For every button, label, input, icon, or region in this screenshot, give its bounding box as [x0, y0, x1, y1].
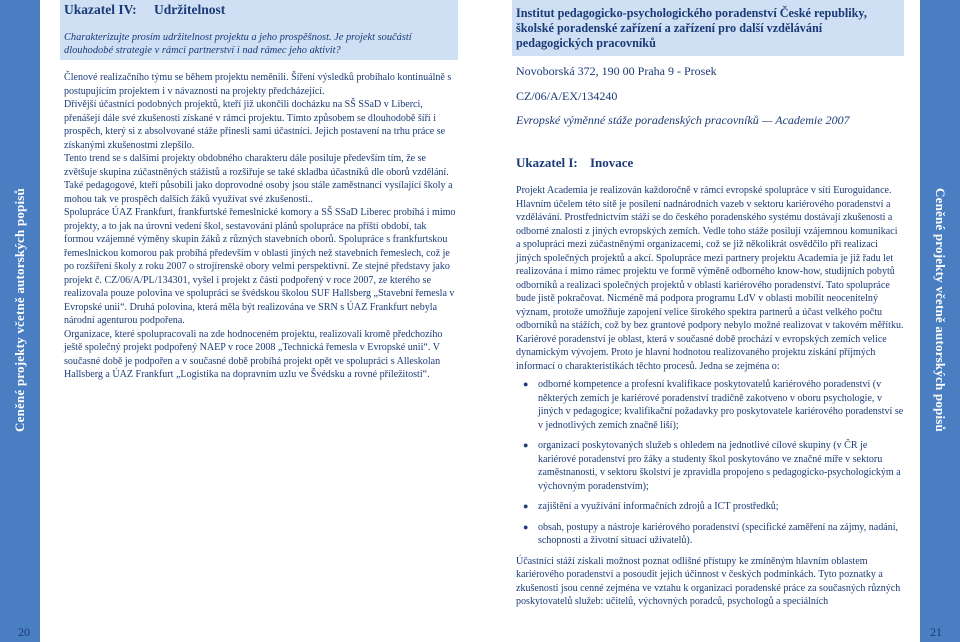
bullet-icon: ●	[523, 440, 529, 450]
left-sidebar	[0, 0, 40, 642]
right-paragraph-3: Účastníci stáží získali možnost poznat odlišné přístupy ke zmíněným hlavním oblastem kariérového poradenství a posoudit jejich účinnost v českých podmínkách. Tyto poznatky a zkušenosti jsou cenné zejména ve vztahu k organizaci poradenské práce za současných různých poskytovatelů služeb: učitelů, výchovných poradců, psychologů a speciálních	[516, 555, 901, 607]
list-item: ● organizaci poskytovaných služeb s ohledem na jednotlivé cílové skupiny (v ČR je kariérové poradenství pro žáky a studenty škol poskytováno ve značné míře v sektoru zaměstnanosti, v sektoru školství je zpravidla propojeno s pedagogicko-psychologickým a výchovným poradenstvím);	[523, 440, 901, 492]
right-indicator-name: Inovace	[590, 155, 634, 170]
bullet-list	[516, 378, 904, 548]
right-page-number: 21	[930, 625, 942, 639]
left-paragraph: Organizace, které spolupracovali na zde hodnoceném projektu, realizovali kromě předchozího ještě společný projekt podpořený NAEP v roce 2008 „Technická řemesla v Evropské unii“. V současné době je podpořen a v současné době probíhá projekt opět ve spolupráci s Alleskolan Hallsberg a ÚAZ Frankfurt „Logistika na dopravním uzlu ve Švédsku a rovné příležitosti“.	[64, 328, 443, 380]
list-item: ● obsah, postupy a nástroje kariérového poradenství (specifické zaměření na zájmy, nadání, schopnosti a životní situaci uživatelů).	[523, 521, 899, 546]
left-paragraph: Spolupráce ÚAZ Frankfurt, frankfurtské řemeslnické komory a SŠ SSaD Liberec probíhá i mimo projekty, a to jak na úrovni vedení škol, sestavování plánů spolupráce na příští období, tak formou vzájemné výměny skupin žáků z různých stavebních oborů. Spolupráce s frankfurtskou řemeslnickou komorou pak probíhá především v oblasti jiných než stavebních řemeslech, což je po rozšíření školy z roku 2007 o strojírenské obory velmi perspektivní. Ze stejné představy jako projekt č. CZ/06/A/PL/134301, vyšel i projekt z části podpořený v roce 2007, ze kterého se realizovala pouze polovina ve spolupráci se švédskou školou SUF Hallsberg „Stavební řemesla v Evropské unii“. Druhá polovina, která měla být realizována ve SRN s ÚAZ Frankfurt nebyla národní agenturou podpořena.	[64, 207, 456, 326]
right-sidebar-text: Ceněné projekty včetně autorských popisů	[933, 188, 948, 432]
right-paragraph-2: Kariérové poradenství je oblast, která v současné době prochází v evropských zemích velice dynamickým vývojem. Proto je hlavní hodnotou realizovaného projektu získání příjmých informací o charakteristikách těchto procesů. Jedna se zejména o:	[516, 333, 887, 372]
left-indicator-label: Ukazatel IV:	[64, 2, 137, 17]
right-indicator-label: Ukazatel I:	[516, 155, 578, 170]
bullet-icon: ●	[523, 501, 529, 511]
left-paragraph: Dřívější účastníci podobných projektů, kteří již ukončili docházku na SŠ SSaD v Liberci, přenášejí dále své zkušenosti získané v rámci projektu. Tímto způsobem se dlouhodobě šíří i prospěch, který si z absolvované stáže přinesli sami účastníci. Jejich postavení na trhu práce se získanými zkušenostmi zlepšilo.	[64, 99, 446, 151]
left-indicator-header	[60, 0, 458, 60]
institution-name: Institut pedagogicko-psychologického poradenství České republiky, školské poradenské zařízení a zařízení pro další vzdělávání pedagogických pracovníků	[516, 6, 867, 50]
right-paragraph-1: Projekt Academia je realizován každoročně v rámci evropské spolupráce v síti Euroguidance. Hlavním účelem této sítě je posílení nadnárodních vazeb v sektoru kariérového poradenství a vzdělávání. Prostřednictvím stáží se do českého poradenského systému dostávají zkušenosti a odborné znalosti z jiných evropských zemích. Vedle toho stáže posilují vzájemnou komunikaci a spolupráci mezi zúčastněnými organizacemi, což se již několikrát osvědčilo při realizaci jiných společných projektů a akcí. Spolupráce mezi partnery projektu Academia je již řadu let realizována i mimo rámec projektu ve formě výměně odborného know-how, studijních pobytů odborníků a realizaci společných projektů v oblasti kariérového poradenství. Tato spolupráce bude jistě pokračovat. Nicméně má podpora programu LdV v oblasti mobilit neocenitelný význam, protože umožňuje zapojení velice širokého spektra partnerů a účast velkého počtu odborníků na stážích, což by bez grantové podpory nebylo možné realizovat v takovém měřítku.	[516, 185, 904, 331]
bullet-icon: ●	[523, 379, 529, 389]
left-paragraph: Tento trend se s dalšími projekty obdobného charakteru dále posiluje především tím, že se zvětšuje skupina zúčastněných stážistů a rozšiřuje se také skladba účastníků dle oborů vzdělání. Také pedagogové, kteří působili jako doprovodné osoby jsou stále zaměstnanci vysílající školy a mohou tak ve prospěch dalších žáků využívat své zkušenosti..	[64, 153, 453, 205]
left-indicator-name: Udržitelnost	[154, 2, 226, 17]
right-sidebar	[920, 0, 960, 642]
list-item: ● odborné kompetence a profesní kvalifikace poskytovatelů kariérového poradenství (v některých zemích je kariérové poradenství tradičně zakotveno v oboru psychologie, v jiných v pedagogice; kvalifikační požadavky pro poskytovatele kariérového poradenství se v jednotlivých zemích značně liší);	[523, 379, 904, 431]
institution-header	[512, 0, 904, 56]
right-body	[516, 184, 904, 609]
left-characterization: Charakterizujte prosím udržitelnost projektu a jeho prospěšnost. Je projekt součástí dlouhodobé strategie v rámci partnerství i nad rámec jeho aktivit?	[64, 32, 412, 56]
institution-address: Novoborská 372, 190 00 Praha 9 - Prosek	[516, 64, 717, 78]
left-body	[64, 71, 456, 382]
list-item: ● zajištění a využívání informačních zdrojů a ICT prostředků;	[523, 501, 779, 512]
programme-title: Evropské výměnné stáže poradenských pracovníků — Academie 2007	[516, 113, 850, 127]
left-column	[60, 0, 458, 642]
right-column	[512, 0, 904, 642]
left-sidebar-text: Ceněné projekty včetně autorských popisů	[12, 188, 27, 432]
bullet-icon: ●	[523, 521, 529, 532]
project-code: CZ/06/A/EX/134240	[516, 89, 618, 103]
left-paragraph: Členové realizačního týmu se během projektu neměnili. Šíření výsledků probíhalo kontinuálně s postupujícím projektem i v návaznosti na projekty předcházející.	[64, 72, 452, 97]
left-page-number: 20	[18, 625, 30, 639]
